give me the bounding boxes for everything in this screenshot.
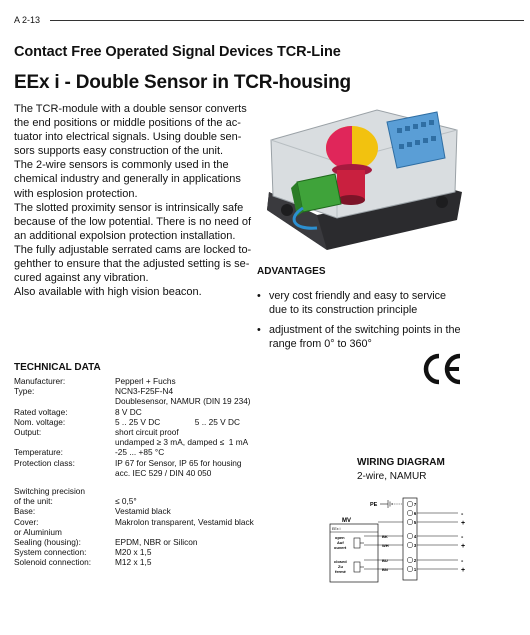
intro-line: tuator into electrical signals. Using double sen- [14, 131, 242, 144]
table-row [14, 547, 254, 557]
polarity-sign: - [461, 511, 464, 518]
zu-label: Zu [338, 564, 343, 569]
intro-line: The 2-wire sensors is commonly used in the [14, 159, 229, 172]
spec-key [14, 468, 115, 478]
advantage-text: adjustment of the switching points in the range from 0° to 360° [269, 324, 461, 350]
spec-key [14, 396, 115, 406]
spec-value: -25 ... +85 °C [115, 447, 165, 458]
table-row [14, 376, 254, 386]
terminal-number: 2 [413, 558, 417, 563]
spec-key: Cover: [14, 516, 39, 527]
wiring-diagram-title: WIRING DIAGRAM [357, 457, 445, 468]
spec-key: Base: [14, 506, 36, 517]
terminal-number: 1 [413, 567, 417, 572]
open-label: open [335, 535, 345, 540]
advantage-text: very cost friendly and easy to service due to its construction principle [269, 290, 447, 316]
table-row [14, 537, 254, 547]
spacer [14, 478, 254, 486]
intro-line: Also available with high vision beacon. [14, 286, 202, 299]
header-rule [50, 20, 524, 21]
bn-label: BN [382, 567, 388, 572]
table-row [14, 527, 254, 537]
intro-line: because of the low potential. There is no need of [14, 215, 252, 228]
table-row [14, 557, 254, 567]
page-subtitle: EEx i - Double Sensor in TCR-housing [14, 72, 351, 93]
intro-line: cured against any vibration. [14, 272, 149, 285]
ce-mark [420, 352, 464, 386]
wiring-diagram [328, 492, 478, 584]
wh-label: WH [382, 543, 389, 548]
polarity-sign: - [461, 534, 464, 541]
table-row [14, 417, 254, 427]
spec-key [14, 437, 115, 447]
spec-key: Sealing (housing): [14, 537, 81, 548]
spec-value: undamped ≥ 3 mA, damped ≤ 1 mA [115, 437, 249, 448]
intro-line: sors supports easy construction of the unit. [14, 145, 224, 158]
list-item [257, 289, 467, 317]
spec-value: NCN3-F25F-N4 [115, 386, 174, 397]
table-row [14, 437, 254, 447]
spec-value: ≤ 0,5° [115, 496, 137, 507]
wiring-diagram-subtitle: 2-wire, NAMUR [357, 471, 427, 482]
polarity-sign: + [461, 567, 466, 574]
spec-value: Vestamid black [115, 506, 171, 517]
spec-value: acc. IEC 529 / DIN 40 050 [115, 467, 212, 478]
spec-key: Switching precision [14, 486, 86, 497]
table-row [14, 468, 254, 478]
polarity-sign: - [461, 558, 464, 565]
ouvert-label: ouvert [334, 545, 347, 550]
spec-value: IP 67 for Sensor, IP 65 for housing [115, 457, 242, 468]
technical-data-table [14, 376, 254, 568]
bu-label: BU [382, 558, 388, 563]
page-number: A 2-13 [14, 15, 41, 25]
auf-label: Auf [337, 540, 344, 545]
ferme-label: fermé [335, 569, 346, 574]
polarity-sign: + [461, 543, 466, 550]
spec-key: Manufacturer: [14, 376, 66, 386]
spec-value: short circuit proof [115, 427, 179, 438]
spec-value: 8 V DC [115, 406, 142, 417]
table-row [14, 396, 254, 406]
bullet-icon: • [257, 290, 261, 302]
spec-value: 5 .. 25 V DC 5 .. 25 V DC [115, 416, 240, 427]
product-photo [257, 100, 469, 262]
bullet-icon: • [257, 324, 261, 336]
spec-key: System connection: [14, 547, 87, 558]
intro-line: The fully adjustable serrated cams are locked to- [14, 243, 252, 256]
spec-value: M20 x 1,5 [115, 547, 152, 558]
page-title: Contact Free Operated Signal Devices TCR-Line [14, 44, 341, 60]
spec-value: Doublesensor, NAMUR (DIN 19 234) [115, 396, 251, 407]
table-row [14, 386, 254, 396]
spec-key: Protection class: [14, 457, 75, 468]
spec-value: M12 x 1,5 [115, 557, 152, 568]
spec-key: Temperature: [14, 447, 63, 458]
terminal-number: 6 [413, 511, 417, 516]
spec-key: Solenoid connection: [14, 557, 92, 568]
terminal-number: 3 [413, 543, 417, 548]
advantages-title: ADVANTAGES [257, 266, 326, 277]
table-row [14, 427, 254, 437]
spec-key: Type: [14, 386, 35, 397]
table-row [14, 447, 254, 457]
intro-line: chemical industry and generally in applications [14, 173, 241, 186]
polarity-sign: + [461, 520, 466, 527]
spec-key: or Aluminium [14, 526, 62, 537]
intro-line: with esplosion protection. [14, 187, 138, 200]
exi-label: EEx i [332, 527, 341, 531]
closed-label: closed [334, 559, 347, 564]
spec-key: of the unit: [14, 496, 53, 507]
table-row [14, 407, 254, 417]
technical-data-title: TECHNICAL DATA [14, 362, 101, 373]
terminal-number: 4 [413, 534, 417, 539]
table-row [14, 458, 254, 468]
spec-key: Output: [14, 427, 42, 438]
intro-line: The slotted proximity sensor is intrinsically safe [14, 201, 244, 214]
bk-label: BK [382, 534, 388, 539]
mv-label: MV [342, 518, 351, 524]
advantages-list [257, 289, 467, 357]
intro-line: gehther to ensure that the adjusted setting is se- [14, 258, 250, 271]
table-row [14, 486, 254, 496]
intro-line: an additional expolsion protection installation. [14, 229, 236, 242]
spec-key: Nom. voltage: [14, 416, 66, 427]
spec-key: Rated voltage: [14, 406, 68, 417]
pe-label: PE [370, 502, 378, 508]
table-row [14, 496, 254, 506]
intro-line: The TCR-module with a double sensor converts [14, 103, 247, 115]
terminal-number: 7 [413, 502, 417, 507]
spec-value: Makrolon transparent, Vestamid black [115, 516, 254, 527]
spec-value: EPDM, NBR or Silicon [115, 537, 198, 548]
intro-text [14, 102, 254, 299]
intro-line: the end positions or middle positions of the ac- [14, 117, 241, 130]
list-item [257, 323, 467, 351]
terminal-number: 5 [413, 520, 417, 525]
table-row [14, 517, 254, 527]
spec-value: Pepperl + Fuchs [115, 376, 176, 386]
table-row [14, 506, 254, 516]
